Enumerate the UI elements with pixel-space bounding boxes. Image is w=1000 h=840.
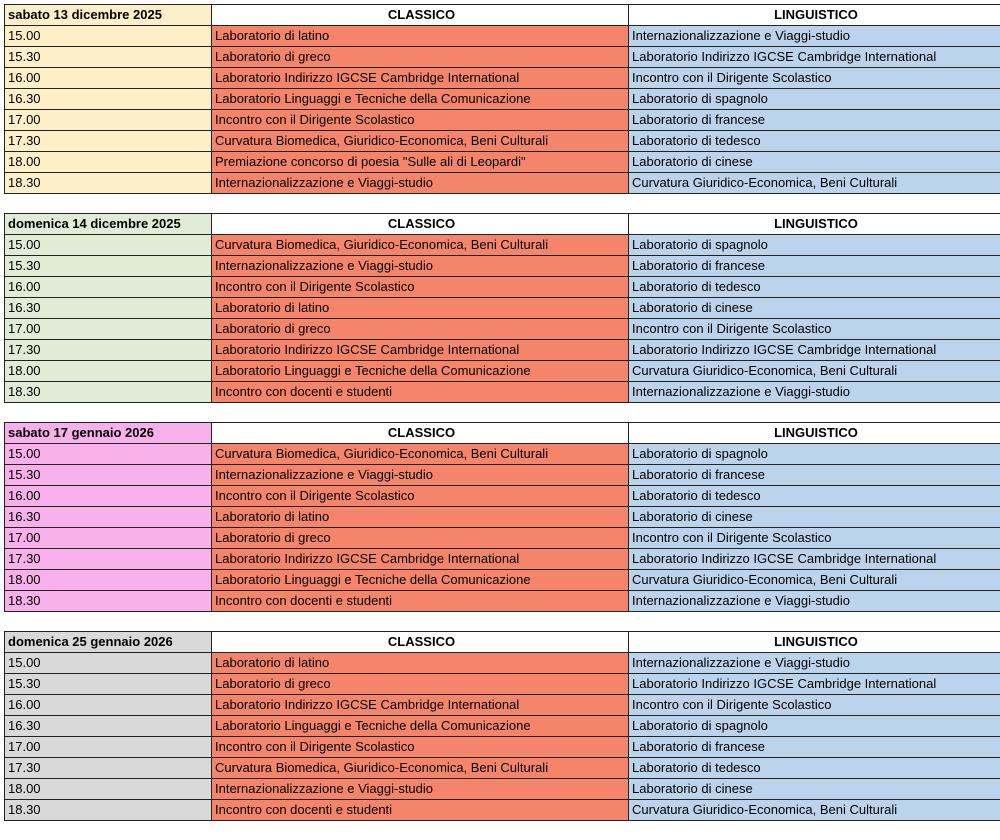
table-row — [5, 591, 1000, 612]
table-row — [5, 298, 1000, 319]
linguistico-cell: Laboratorio di spagnolo — [629, 716, 1000, 737]
time-cell: 18.30 — [5, 591, 212, 612]
table-row — [5, 277, 1000, 298]
linguistico-cell: Laboratorio Indirizzo IGCSE Cambridge International — [629, 674, 1000, 695]
time-cell: 17.30 — [5, 131, 212, 152]
column-header-linguistico: LINGUISTICO — [629, 632, 1000, 653]
time-cell: 16.30 — [5, 507, 212, 528]
day-table — [4, 422, 1000, 612]
classico-cell: Incontro con il Dirigente Scolastico — [212, 110, 629, 131]
time-cell: 17.30 — [5, 549, 212, 570]
time-cell: 15.30 — [5, 47, 212, 68]
classico-cell: Laboratorio Indirizzo IGCSE Cambridge International — [212, 695, 629, 716]
column-header-classico: CLASSICO — [212, 214, 629, 235]
linguistico-cell: Internazionalizzazione e Viaggi-studio — [629, 591, 1000, 612]
classico-cell: Laboratorio Linguaggi e Tecniche della Comunicazione — [212, 89, 629, 110]
day-table — [4, 4, 1000, 194]
table-row — [5, 486, 1000, 507]
classico-cell: Laboratorio di greco — [212, 528, 629, 549]
linguistico-cell: Curvatura Giuridico-Economica, Beni Culturali — [629, 800, 1000, 821]
linguistico-cell: Incontro con il Dirigente Scolastico — [629, 528, 1000, 549]
table-header-row — [5, 214, 1000, 235]
classico-cell: Incontro con docenti e studenti — [212, 591, 629, 612]
classico-cell: Curvatura Biomedica, Giuridico-Economica, Beni Culturali — [212, 235, 629, 256]
linguistico-cell: Laboratorio di francese — [629, 737, 1000, 758]
classico-cell: Laboratorio di latino — [212, 653, 629, 674]
time-cell: 16.00 — [5, 68, 212, 89]
table-row — [5, 235, 1000, 256]
classico-cell: Laboratorio di latino — [212, 298, 629, 319]
column-header-linguistico: LINGUISTICO — [629, 5, 1000, 26]
table-row — [5, 758, 1000, 779]
table-row — [5, 653, 1000, 674]
time-cell: 15.30 — [5, 465, 212, 486]
classico-cell: Laboratorio Linguaggi e Tecniche della Comunicazione — [212, 361, 629, 382]
classico-cell: Laboratorio Linguaggi e Tecniche della Comunicazione — [212, 716, 629, 737]
table-row — [5, 549, 1000, 570]
table-row — [5, 737, 1000, 758]
time-cell: 17.00 — [5, 110, 212, 131]
time-cell: 18.00 — [5, 779, 212, 800]
table-row — [5, 26, 1000, 47]
time-cell: 16.30 — [5, 298, 212, 319]
classico-cell: Laboratorio di greco — [212, 674, 629, 695]
table-row — [5, 340, 1000, 361]
table-row — [5, 695, 1000, 716]
time-cell: 17.00 — [5, 528, 212, 549]
linguistico-cell: Laboratorio di spagnolo — [629, 235, 1000, 256]
linguistico-cell: Laboratorio di cinese — [629, 507, 1000, 528]
time-cell: 16.30 — [5, 89, 212, 110]
table-row — [5, 465, 1000, 486]
classico-cell: Incontro con il Dirigente Scolastico — [212, 737, 629, 758]
linguistico-cell: Laboratorio Indirizzo IGCSE Cambridge International — [629, 549, 1000, 570]
table-row — [5, 173, 1000, 194]
classico-cell: Laboratorio Indirizzo IGCSE Cambridge International — [212, 340, 629, 361]
table-row — [5, 716, 1000, 737]
linguistico-cell: Laboratorio di tedesco — [629, 131, 1000, 152]
table-row — [5, 528, 1000, 549]
classico-cell: Internazionalizzazione e Viaggi-studio — [212, 173, 629, 194]
linguistico-cell: Laboratorio Indirizzo IGCSE Cambridge International — [629, 47, 1000, 68]
table-header-row — [5, 632, 1000, 653]
classico-cell: Incontro con docenti e studenti — [212, 382, 629, 403]
column-header-classico: CLASSICO — [212, 5, 629, 26]
table-header-row — [5, 423, 1000, 444]
column-header-linguistico: LINGUISTICO — [629, 214, 1000, 235]
table-row — [5, 779, 1000, 800]
day-date: domenica 14 dicembre 2025 — [5, 214, 212, 235]
linguistico-cell: Laboratorio Indirizzo IGCSE Cambridge International — [629, 340, 1000, 361]
linguistico-cell: Curvatura Giuridico-Economica, Beni Culturali — [629, 361, 1000, 382]
time-cell: 17.30 — [5, 758, 212, 779]
time-cell: 16.00 — [5, 486, 212, 507]
classico-cell: Internazionalizzazione e Viaggi-studio — [212, 256, 629, 277]
time-cell: 18.30 — [5, 382, 212, 403]
table-row — [5, 382, 1000, 403]
linguistico-cell: Incontro con il Dirigente Scolastico — [629, 68, 1000, 89]
time-cell: 16.30 — [5, 716, 212, 737]
classico-cell: Incontro con il Dirigente Scolastico — [212, 277, 629, 298]
classico-cell: Internazionalizzazione e Viaggi-studio — [212, 465, 629, 486]
linguistico-cell: Internazionalizzazione e Viaggi-studio — [629, 26, 1000, 47]
linguistico-cell: Laboratorio di cinese — [629, 779, 1000, 800]
table-row — [5, 68, 1000, 89]
time-cell: 18.30 — [5, 173, 212, 194]
linguistico-cell: Laboratorio di francese — [629, 256, 1000, 277]
linguistico-cell: Curvatura Giuridico-Economica, Beni Culturali — [629, 173, 1000, 194]
time-cell: 18.30 — [5, 800, 212, 821]
classico-cell: Laboratorio di latino — [212, 507, 629, 528]
linguistico-cell: Incontro con il Dirigente Scolastico — [629, 695, 1000, 716]
classico-cell: Incontro con il Dirigente Scolastico — [212, 486, 629, 507]
classico-cell: Laboratorio di latino — [212, 26, 629, 47]
table-row — [5, 131, 1000, 152]
table-row — [5, 800, 1000, 821]
day-table — [4, 213, 1000, 403]
table-row — [5, 152, 1000, 173]
table-row — [5, 256, 1000, 277]
linguistico-cell: Internazionalizzazione e Viaggi-studio — [629, 653, 1000, 674]
classico-cell: Laboratorio di greco — [212, 319, 629, 340]
time-cell: 15.30 — [5, 256, 212, 277]
table-row — [5, 319, 1000, 340]
column-header-classico: CLASSICO — [212, 632, 629, 653]
table-row — [5, 444, 1000, 465]
time-cell: 17.00 — [5, 737, 212, 758]
classico-cell: Curvatura Biomedica, Giuridico-Economica, Beni Culturali — [212, 444, 629, 465]
time-cell: 17.30 — [5, 340, 212, 361]
linguistico-cell: Laboratorio di spagnolo — [629, 444, 1000, 465]
classico-cell: Laboratorio Indirizzo IGCSE Cambridge International — [212, 549, 629, 570]
table-row — [5, 361, 1000, 382]
time-cell: 15.00 — [5, 653, 212, 674]
table-row — [5, 89, 1000, 110]
linguistico-cell: Laboratorio di spagnolo — [629, 89, 1000, 110]
table-row — [5, 570, 1000, 591]
table-header-row — [5, 5, 1000, 26]
table-row — [5, 110, 1000, 131]
schedule — [4, 4, 1000, 840]
linguistico-cell: Laboratorio di francese — [629, 110, 1000, 131]
day-date: sabato 13 dicembre 2025 — [5, 5, 212, 26]
linguistico-cell: Laboratorio di tedesco — [629, 758, 1000, 779]
table-row — [5, 507, 1000, 528]
time-cell: 15.00 — [5, 26, 212, 47]
time-cell: 17.00 — [5, 319, 212, 340]
classico-cell: Curvatura Biomedica, Giuridico-Economica, Beni Culturali — [212, 131, 629, 152]
time-cell: 15.00 — [5, 444, 212, 465]
table-row — [5, 674, 1000, 695]
linguistico-cell: Curvatura Giuridico-Economica, Beni Culturali — [629, 570, 1000, 591]
table-row — [5, 47, 1000, 68]
linguistico-cell: Laboratorio di tedesco — [629, 277, 1000, 298]
classico-cell: Incontro con docenti e studenti — [212, 800, 629, 821]
linguistico-cell: Internazionalizzazione e Viaggi-studio — [629, 382, 1000, 403]
time-cell: 18.00 — [5, 570, 212, 591]
classico-cell: Laboratorio di greco — [212, 47, 629, 68]
linguistico-cell: Laboratorio di cinese — [629, 298, 1000, 319]
classico-cell: Premiazione concorso di poesia "Sulle ali di Leopardi" — [212, 152, 629, 173]
time-cell: 16.00 — [5, 695, 212, 716]
time-cell: 18.00 — [5, 152, 212, 173]
linguistico-cell: Incontro con il Dirigente Scolastico — [629, 319, 1000, 340]
day-date: sabato 17 gennaio 2026 — [5, 423, 212, 444]
column-header-classico: CLASSICO — [212, 423, 629, 444]
classico-cell: Curvatura Biomedica, Giuridico-Economica, Beni Culturali — [212, 758, 629, 779]
linguistico-cell: Laboratorio di francese — [629, 465, 1000, 486]
classico-cell: Laboratorio Indirizzo IGCSE Cambridge International — [212, 68, 629, 89]
classico-cell: Internazionalizzazione e Viaggi-studio — [212, 779, 629, 800]
day-table — [4, 631, 1000, 821]
time-cell: 16.00 — [5, 277, 212, 298]
linguistico-cell: Laboratorio di cinese — [629, 152, 1000, 173]
time-cell: 15.30 — [5, 674, 212, 695]
linguistico-cell: Laboratorio di tedesco — [629, 486, 1000, 507]
time-cell: 15.00 — [5, 235, 212, 256]
day-date: domenica 25 gennaio 2026 — [5, 632, 212, 653]
time-cell: 18.00 — [5, 361, 212, 382]
classico-cell: Laboratorio Linguaggi e Tecniche della Comunicazione — [212, 570, 629, 591]
column-header-linguistico: LINGUISTICO — [629, 423, 1000, 444]
